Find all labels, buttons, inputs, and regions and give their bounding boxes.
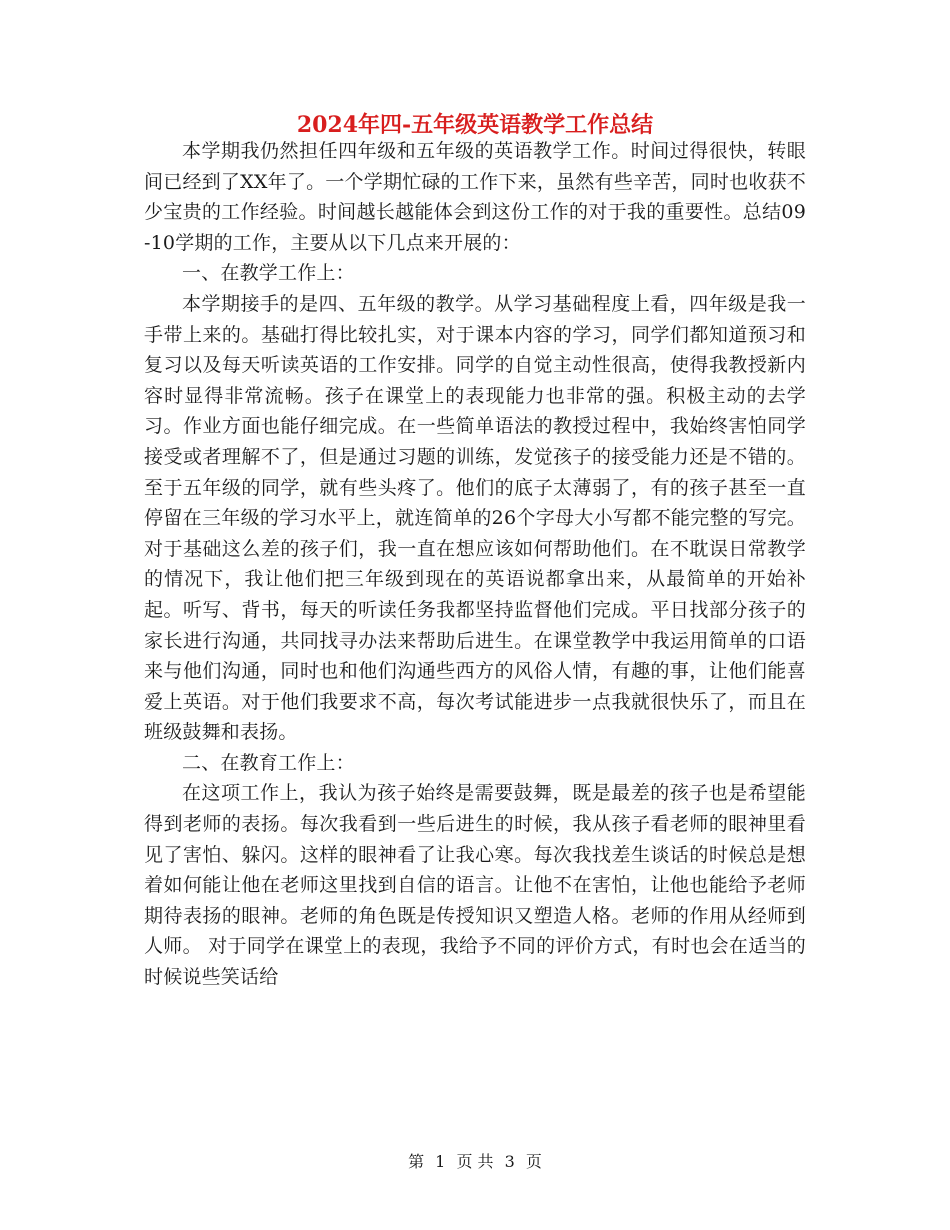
document-title: 2024年四-五年级英语教学工作总结 bbox=[296, 112, 654, 138]
page-footer bbox=[0, 1152, 950, 1172]
section-heading-education: 二、在教育工作上： bbox=[182, 751, 355, 774]
section-heading-teaching: 一、在教学工作上： bbox=[182, 262, 355, 285]
page-label-mid: 页 共 bbox=[456, 1152, 494, 1171]
page-label-suffix: 页 bbox=[525, 1152, 542, 1171]
document-body bbox=[144, 136, 806, 993]
page-label-prefix: 第 bbox=[408, 1152, 425, 1171]
page-number: 1 bbox=[435, 1152, 446, 1171]
page-total: 3 bbox=[504, 1152, 515, 1171]
paragraph-intro: 本学期我仍然担任四年级和五年级的英语教学工作。时间过得很快，转眼间已经到了XX年了。一个学期忙碌的工作下来，虽然有些辛苦，同时也收获不少宝贵的工作经验。时间越长越能体会到这份工作的对于我的重要性。总结09-10学期的工作，主要从以下几点来开展的： bbox=[144, 140, 806, 254]
paragraph-education: 在这项工作上，我认为孩子始终是需要鼓舞，既是最差的孩子也是希望能得到老师的表扬。每次我看到一些后进生的时候，我从孩子看老师的眼神里看见了害怕、躲闪。这样的眼神看了让我心寒。每次我找差生谈话的时候总是想着如何能让他在老师这里找到自信的语言。让他不在害怕，让他也能给予老师期待表扬的眼神。老师的角色既是传授知识又塑造人格。老师的作用从经师到人师。 对于同学在课堂上的表现，我给予不同的评价方式，有时也会在适当的时候说些笑话给 bbox=[144, 782, 806, 989]
paragraph-teaching: 本学期接手的是四、五年级的教学。从学习基础程度上看，四年级是我一手带上来的。基础打得比较扎实，对于课本内容的学习，同学们都知道预习和复习以及每天听读英语的工作安排。同学的自觉主动性很高，使得我教授新内容时显得非常流畅。孩子在课堂上的表现能力也非常的强。积极主动的去学习。作业方面也能仔细完成。在一些简单语法的教授过程中，我始终害怕同学接受或者理解不了，但是通过习题的训练，发觉孩子的接受能力还是不错的。至于五年级的同学，就有些头疼了。他们的底子太薄弱了，有的孩子甚至一直停留在三年级的学习水平上，就连简单的26个字母大小写都不能完整的写完。对于基础这么差的孩子们，我一直在想应该如何帮助他们。在不耽误日常教学的情况下，我让他们把三年级到现在的英语说都拿出来，从最简单的开始补起。听写、背书，每天的听读任务我都坚持监督他们完成。平日找部分孩子的家长进行沟通，共同找寻办法来帮助后进生。在课堂教学中我运用简单的口语来与他们沟通，同时也和他们沟通些西方的风俗人情，有趣的事，让他们能喜爱上英语。对于他们我要求不高，每次考试能进步一点我就很快乐了，而且在班级鼓舞和表扬。 bbox=[144, 292, 806, 744]
